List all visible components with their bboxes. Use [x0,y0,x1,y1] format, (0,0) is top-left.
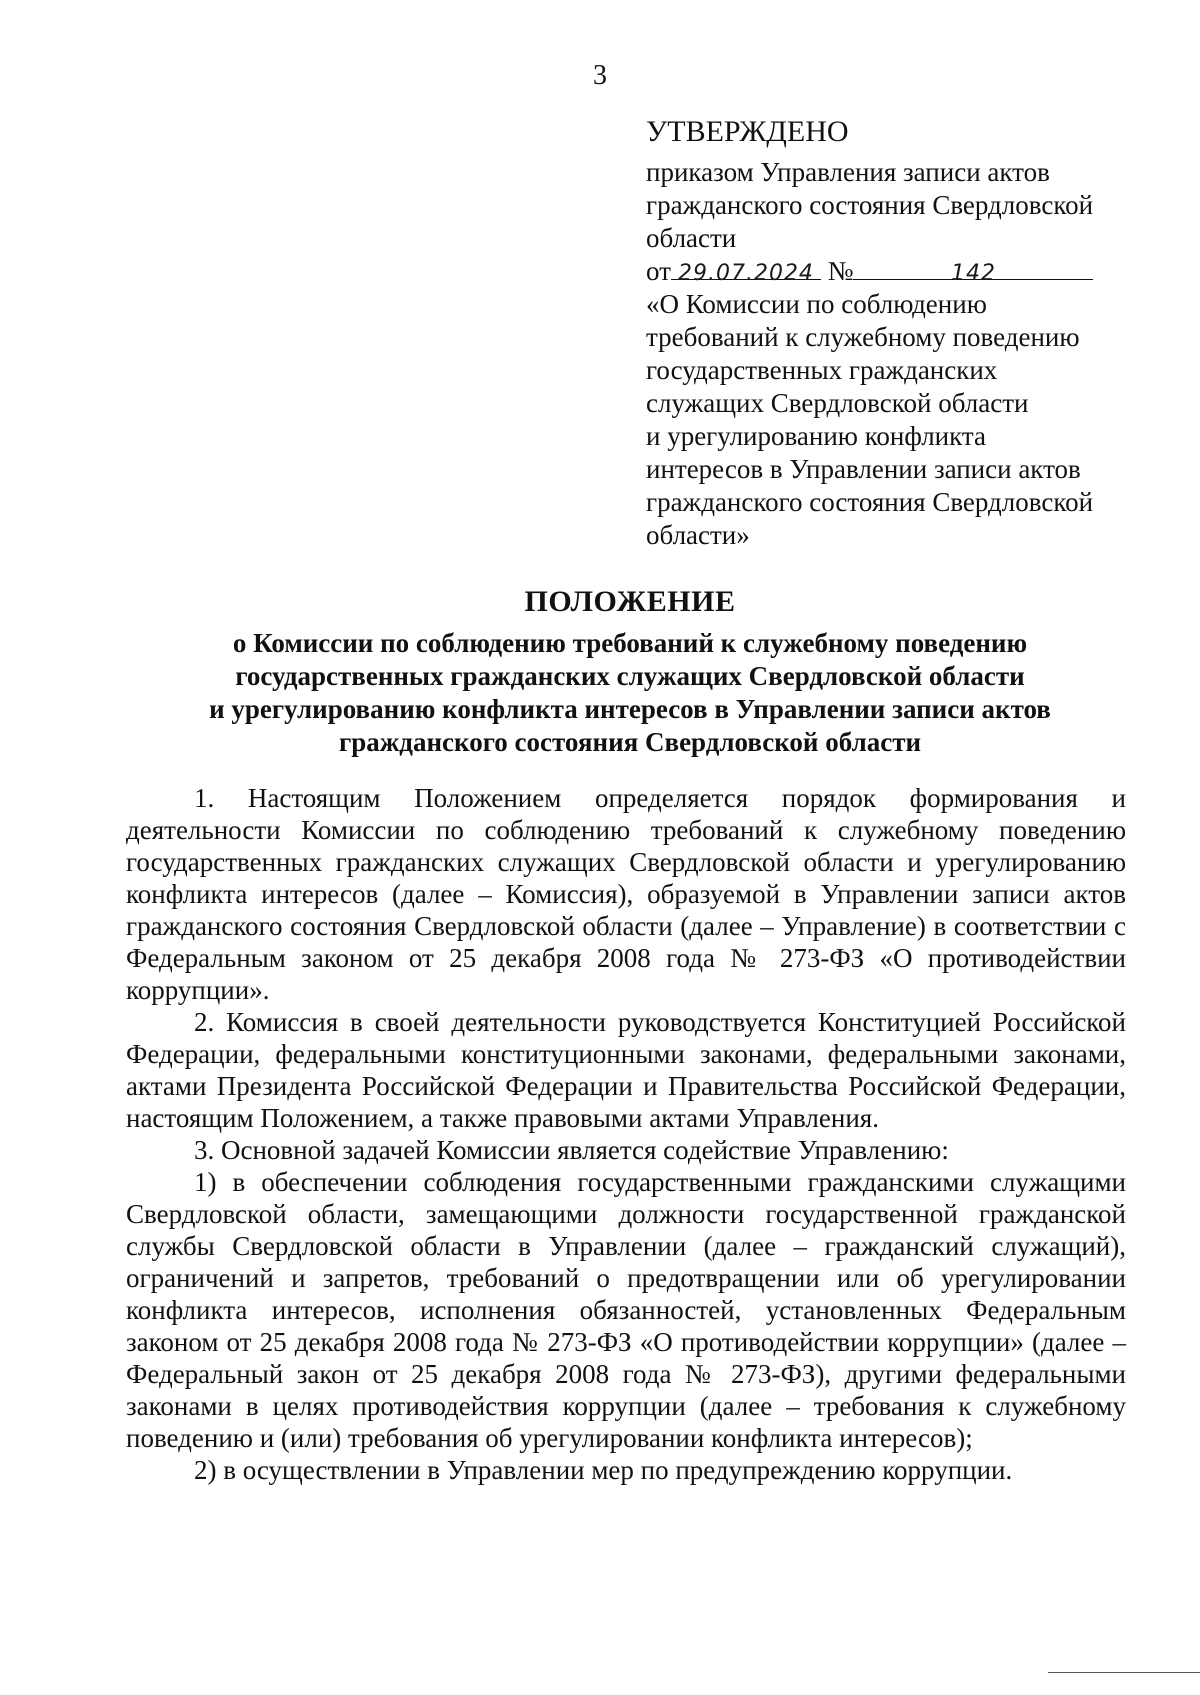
paragraph-3-1: 1) в обеспечении соблюдения государственными гражданскими служащими Свердловской области, замещающими должности государственной гражданской службы Свердловской области в Управлении (далее – гражданский служащий), ограничений и запретов, требований о предотвращении или об урегулировании конфликта интересов, исполнения обязанностей, установленных Федеральным законом от 25 декабря 2008 года № 273-ФЗ «О противодействии коррупции» (далее – Федеральный закон от 25 декабря 2008 года № 273-ФЗ), другими федеральными законами в целях противодействия коррупции (далее – требования к служебному поведению и (или) требования об урегулировании конфликта интересов); [126,1167,1126,1453]
approval-order-title-line: интересов в Управлении записи актов [646,454,1081,484]
approval-order-line: приказом Управления записи актов [646,157,1050,187]
approval-date-line [646,255,1146,288]
approval-order-title-line: «О Комиссии по соблюдению [646,289,987,319]
subtitle-line: гражданского состояния Свердловской области [338,727,922,757]
approval-order-line: гражданского состояния Свердловской [646,190,1094,220]
date-prefix: от [646,256,671,286]
number-prefix: № [827,256,854,286]
approval-block [646,115,1146,552]
subtitle-line: о Комиссии по соблюдению требований к служебному поведению [232,628,1028,658]
paragraph-3: 3. Основной задачей Комиссии является содействие Управлению: [194,1135,949,1165]
document-title: ПОЛОЖЕНИЕ [524,585,736,618]
approval-order-title-line: гражданского состояния Свердловской [646,487,1094,517]
footer-divider [1048,1672,1200,1673]
paragraph-2: 2. Комиссия в своей деятельности руководствуется Конституцией Российской Федерации, федеральными конституционными законами, федеральными законами, актами Президента Российской Федерации и Правительства Российской Федерации, настоящим Положением, а также правовыми актами Управления. [126,1007,1126,1133]
subtitle-line: и урегулированию конфликта интересов в Управлении записи актов [209,694,1051,724]
approval-order-title-line: служащих Свердловской области [646,388,1029,418]
handwritten-date: 29.07.2024 [677,261,814,286]
subtitle-line: государственных гражданских служащих Свердловской области [235,661,1025,691]
approval-order-title-line: требований к служебному поведению [646,322,1080,352]
document-subtitle [0,627,1200,759]
page-number: 3 [593,60,607,91]
document-body [126,782,1126,1486]
approval-order-line: области [646,223,737,253]
paragraph-3-2: 2) в осуществлении в Управлении мер по предупреждению коррупции. [194,1455,1013,1485]
approval-order-title-line: области» [646,520,750,550]
approval-order-title-line: государственных гражданских [646,355,998,385]
paragraph-1: 1. Настоящим Положением определяется порядок формирования и деятельности Комиссии по соблюдению требований к служебному поведению государственных гражданских служащих Свердловской области и урегулированию конфликта интересов (далее – Комиссия), образуемой в Управлении записи актов гражданского состояния Свердловской области (далее – Управление) в соответствии с Федеральным законом от 25 декабря 2008 года № 273-ФЗ «О противодействии коррупции». [126,783,1126,1005]
approval-title: УТВЕРЖДЕНО [646,115,849,148]
approval-order-title-line: и урегулированию конфликта [646,421,987,451]
handwritten-number: 142 [950,261,996,286]
